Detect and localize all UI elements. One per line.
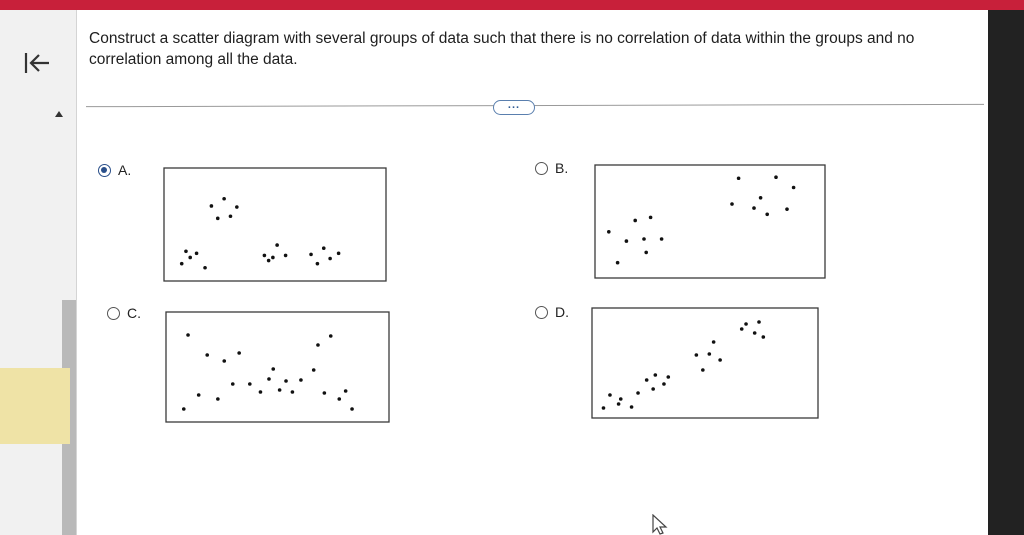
plot-frame xyxy=(595,165,825,278)
more-button[interactable]: ... xyxy=(493,100,535,115)
scatter-point xyxy=(740,327,744,331)
scatter-point xyxy=(299,378,303,382)
scatter-point xyxy=(695,353,699,357)
scatter-point xyxy=(645,378,649,382)
scatter-point xyxy=(184,249,188,253)
scatter-point xyxy=(752,206,756,210)
scatter-point xyxy=(337,252,341,256)
scatter-point xyxy=(284,254,288,258)
option-a-radio[interactable] xyxy=(98,164,111,177)
screen-bezel xyxy=(988,10,1024,535)
mouse-pointer-icon xyxy=(652,514,668,535)
scatter-point xyxy=(644,251,648,255)
scatter-point xyxy=(654,373,658,377)
plot-frame xyxy=(164,168,386,281)
option-b-label: B. xyxy=(555,160,569,176)
scatter-point xyxy=(642,237,646,241)
collapse-left-icon xyxy=(23,51,51,75)
scatter-point xyxy=(316,343,320,347)
scatter-point xyxy=(186,333,190,337)
scatter-point xyxy=(267,259,271,263)
option-b-radio[interactable] xyxy=(535,162,548,175)
option-d-radio[interactable] xyxy=(535,306,548,319)
scatter-point xyxy=(278,388,282,392)
scatter-point xyxy=(271,256,275,260)
scatter-point xyxy=(616,261,620,265)
scatter-point xyxy=(753,331,757,335)
scatter-point xyxy=(222,359,226,363)
scatter-point xyxy=(602,406,606,410)
scatter-point xyxy=(197,393,201,397)
scatter-point xyxy=(316,262,320,266)
scatter-point xyxy=(636,391,640,395)
scatter-point xyxy=(195,252,199,256)
scatter-point xyxy=(322,246,326,250)
scatter-point xyxy=(248,382,252,386)
scatter-point xyxy=(229,214,233,218)
scatter-point xyxy=(235,205,239,209)
scatter-point xyxy=(222,197,226,201)
scatter-point xyxy=(757,320,761,324)
scatter-point xyxy=(205,353,209,357)
scatter-point xyxy=(712,340,716,344)
collapse-back-button[interactable] xyxy=(20,48,54,78)
scatter-plot-d xyxy=(591,307,819,419)
scatter-point xyxy=(323,391,327,395)
plot-frame xyxy=(166,312,389,422)
scatter-point xyxy=(284,379,288,383)
scatter-point xyxy=(785,207,789,211)
scatter-point xyxy=(607,230,611,234)
scatter-point xyxy=(660,237,664,241)
scatter-point xyxy=(231,382,235,386)
scatter-point xyxy=(271,367,275,371)
option-c-label: C. xyxy=(127,305,141,321)
scatter-point xyxy=(216,217,220,221)
scatter-point xyxy=(309,253,313,257)
top-color-band xyxy=(0,0,1024,10)
scatter-point xyxy=(210,204,214,208)
question-text: Construct a scatter diagram with several groups of data such that there is no correlation of data within the groups and no correlation among all the data. xyxy=(89,30,915,68)
scatter-point xyxy=(701,368,705,372)
scatter-point xyxy=(608,393,612,397)
scatter-point xyxy=(203,266,207,270)
scatter-point xyxy=(708,352,712,356)
scatter-point xyxy=(762,335,766,339)
option-c[interactable] xyxy=(107,305,141,321)
scatter-point xyxy=(344,389,348,393)
option-d[interactable] xyxy=(535,304,569,320)
scatter-point xyxy=(737,176,741,180)
scatter-point xyxy=(237,351,241,355)
scatter-point xyxy=(259,390,263,394)
scatter-point xyxy=(337,397,341,401)
scatter-point xyxy=(275,243,279,247)
scatter-point xyxy=(625,239,629,243)
scatter-point xyxy=(718,358,722,362)
scatter-point xyxy=(765,212,769,216)
scatter-point xyxy=(263,254,267,258)
rail-highlight xyxy=(0,368,70,444)
plot-frame xyxy=(592,308,818,418)
scatter-plot-b xyxy=(594,164,826,279)
scatter-point xyxy=(630,405,634,409)
scatter-point xyxy=(617,402,621,406)
scatter-point xyxy=(350,407,354,411)
scatter-point xyxy=(312,368,316,372)
scatter-point xyxy=(774,175,778,179)
scatter-point xyxy=(759,196,763,200)
scatter-point xyxy=(651,387,655,391)
scatter-plot-c xyxy=(165,311,390,423)
scatter-point xyxy=(619,397,623,401)
scatter-plot-a xyxy=(163,167,387,282)
scatter-point xyxy=(633,219,637,223)
option-b[interactable] xyxy=(535,160,568,176)
scatter-point xyxy=(267,377,271,381)
option-d-label: D. xyxy=(555,304,569,320)
question-panel xyxy=(0,10,1000,535)
option-a-label: A. xyxy=(118,162,132,178)
scroll-up-icon[interactable] xyxy=(54,110,64,118)
scatter-point xyxy=(182,407,186,411)
scatter-point xyxy=(291,390,295,394)
scatter-point xyxy=(744,322,748,326)
scatter-point xyxy=(216,397,220,401)
option-a[interactable] xyxy=(98,162,131,178)
scatter-point xyxy=(730,202,734,206)
scatter-point xyxy=(329,334,333,338)
scatter-point xyxy=(662,382,666,386)
scatter-point xyxy=(649,216,653,220)
scatter-point xyxy=(792,186,796,190)
scatter-point xyxy=(180,262,184,266)
scatter-point xyxy=(328,257,332,261)
scatter-point xyxy=(188,256,192,260)
option-c-radio[interactable] xyxy=(107,307,120,320)
scatter-point xyxy=(666,375,670,379)
